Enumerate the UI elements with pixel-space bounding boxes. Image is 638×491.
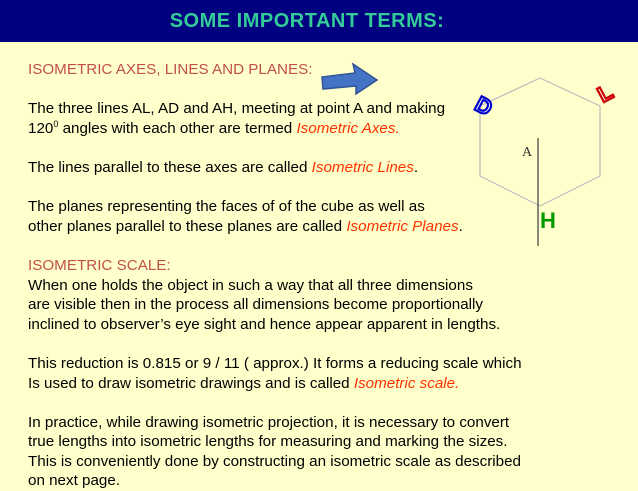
title-bar <box>0 0 638 42</box>
label-h: H <box>540 208 556 233</box>
paragraph-lines <box>28 158 628 178</box>
paragraph-axes-text: angles with each other are termed <box>58 119 297 137</box>
label-a: A <box>522 145 533 160</box>
paragraph-practice-line3: This is conveniently done by constructing an isometric scale as described <box>28 452 521 470</box>
term-isometric-axes: Isometric Axes. <box>296 119 400 137</box>
label-d: D <box>470 91 497 121</box>
term-isometric-lines: Isometric Lines <box>311 158 414 176</box>
label-l: L <box>593 78 617 108</box>
paragraph-scale-line2: are visible then in the process all dimensions become proportionally <box>28 296 484 314</box>
content-body <box>28 60 628 491</box>
paragraph-practice-line1: In practice, while drawing isometric projection, it is necessary to convert <box>28 413 510 431</box>
paragraph-planes-text: other planes parallel to these planes are called <box>28 217 347 235</box>
page-title: SOME IMPORTANT TERMS: <box>169 9 445 32</box>
paragraph-scale-line1: When one holds the object in such a way that all three dimensions <box>28 276 473 294</box>
paragraph-reduction-text: Is used to draw isometric drawings and is called <box>28 374 354 392</box>
paragraph-reduction-line1: This reduction is 0.815 or 9 / 11 ( approx.) It forms a reducing scale which <box>28 354 522 372</box>
term-isometric-scale: Isometric scale. <box>353 374 460 392</box>
paragraph-scale-line3: inclined to observer’s eye sight and hence appear apparent in lengths. <box>28 315 501 333</box>
paragraph-lines-text: The lines parallel to these axes are called <box>28 158 312 176</box>
paragraph-planes-line1: The planes representing the faces of of the cube as well as <box>28 198 425 216</box>
term-isometric-planes: Isometric Planes <box>346 217 459 235</box>
paragraph-reduction-line2 <box>28 374 628 394</box>
degree-superscript: 0 <box>53 118 59 129</box>
section-heading-scale: ISOMETRIC SCALE: <box>28 256 171 274</box>
angle-value: 120 <box>28 119 54 137</box>
section-heading-axes: ISOMETRIC AXES, LINES AND PLANES: <box>28 61 313 78</box>
paragraph-planes-end: . <box>458 217 463 235</box>
paragraph-lines-end: . <box>413 158 419 176</box>
paragraph-practice-line4: on next page. <box>28 472 121 490</box>
paragraph-axes-line1: The three lines AL, AD and AH, meeting at point A and making <box>28 100 446 118</box>
paragraph-axes-line2 <box>28 119 628 139</box>
paragraph-planes-line2 <box>28 217 628 237</box>
paragraph-practice-line2: true lengths into isometric lengths for measuring and marking the sizes. <box>28 433 508 451</box>
